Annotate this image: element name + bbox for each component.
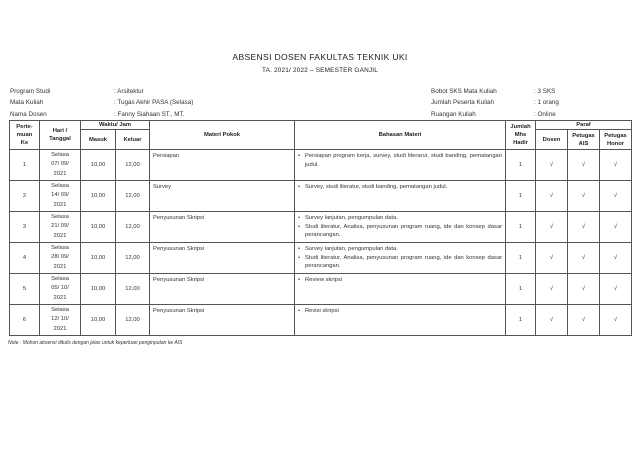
info-label: Nama Dosen bbox=[10, 110, 47, 118]
cell-time-in: 10,00 bbox=[81, 150, 116, 181]
table-header-row bbox=[10, 121, 632, 130]
topic-item: • Revisi skripsi bbox=[298, 307, 502, 316]
info-value: : Online bbox=[534, 110, 556, 118]
cell-attendance-count: 1 bbox=[506, 274, 536, 305]
cell-bahasan-materi bbox=[295, 243, 506, 274]
info-value: : 3 SKS bbox=[534, 88, 556, 95]
cell-materi-pokok: Penyusunan Skripsi bbox=[150, 274, 295, 305]
topic-list bbox=[298, 183, 502, 192]
topic-item: • Survey, studi literatur, studi banding, pematangan judul. bbox=[298, 183, 502, 192]
header-waktu: Waktu/ Jam bbox=[81, 121, 150, 130]
cell-date: Selasa 14/ 09/ 2021 bbox=[40, 181, 81, 212]
header-materi-pokok: Materi Pokok bbox=[150, 121, 295, 150]
check-dosen: √ bbox=[536, 305, 568, 336]
table-row bbox=[10, 150, 632, 181]
check-petugas-honor: √ bbox=[600, 243, 632, 274]
cell-time-out: 12,00 bbox=[116, 274, 150, 305]
check-dosen: √ bbox=[536, 150, 568, 181]
cell-time-out: 12,00 bbox=[116, 181, 150, 212]
cell-meeting-number: 5 bbox=[10, 274, 40, 305]
table-row bbox=[10, 243, 632, 274]
cell-attendance-count: 1 bbox=[506, 150, 536, 181]
info-value: : Tugas Akhir PASA (Selasa) bbox=[114, 99, 194, 107]
cell-time-out: 12,00 bbox=[116, 150, 150, 181]
check-petugas-ais: √ bbox=[568, 150, 600, 181]
check-petugas-ais: √ bbox=[568, 274, 600, 305]
header-petugas-ais: Petugas AIS bbox=[568, 130, 600, 150]
footnote: Note : Mohon absensi ditulis dengan jelas untuk keperluan penginputan ke AIS bbox=[8, 340, 183, 346]
header-petugas-honor: Petugas Honor bbox=[600, 130, 632, 150]
cell-time-in: 10,00 bbox=[81, 274, 116, 305]
check-petugas-honor: √ bbox=[600, 181, 632, 212]
cell-time-in: 10,00 bbox=[81, 305, 116, 336]
check-petugas-honor: √ bbox=[600, 150, 632, 181]
cell-date: Selasa 28/ 09/ 2021 bbox=[40, 243, 81, 274]
header-hari-tanggal: Hari / Tanggal bbox=[40, 121, 81, 150]
info-label: Mata Kuliah bbox=[10, 99, 44, 107]
cell-bahasan-materi bbox=[295, 274, 506, 305]
header-jumlah-hadir: Jumlah Mhs Hadir bbox=[506, 121, 536, 150]
topic-item: • Studi literatur, Analisa, penyusunan program ruang, ide dan konsep dasar perancangan. bbox=[298, 254, 502, 271]
info-value: : Fanny Siahaan ST., MT. bbox=[114, 110, 185, 118]
cell-time-in: 10,00 bbox=[81, 212, 116, 243]
cell-attendance-count: 1 bbox=[506, 243, 536, 274]
info-value: : 1 orang bbox=[534, 99, 559, 107]
info-label: Program Studi bbox=[10, 88, 51, 95]
header-masuk: Masuk bbox=[81, 130, 116, 150]
cell-meeting-number: 4 bbox=[10, 243, 40, 274]
cell-time-out: 12,00 bbox=[116, 212, 150, 243]
cell-time-out: 12,00 bbox=[116, 243, 150, 274]
cell-bahasan-materi bbox=[295, 305, 506, 336]
table-row bbox=[10, 181, 632, 212]
cell-attendance-count: 1 bbox=[506, 305, 536, 336]
topic-item: • Persiapan program kerja, survey, studi literarur, studi banding, pematangan judul. bbox=[298, 152, 502, 169]
header-dosen: Dosen bbox=[536, 130, 568, 150]
cell-bahasan-materi bbox=[295, 181, 506, 212]
header-keluar: Keluar bbox=[116, 130, 150, 150]
cell-meeting-number: 6 bbox=[10, 305, 40, 336]
topic-list bbox=[298, 152, 502, 169]
topic-list bbox=[298, 245, 502, 271]
header-pertemuan: Perte- muan Ke bbox=[10, 121, 40, 150]
cell-time-out: 12,00 bbox=[116, 305, 150, 336]
cell-date: Selasa 12/ 10/ 2021 bbox=[40, 305, 81, 336]
cell-materi-pokok: Penyusunan Skripsi bbox=[150, 243, 295, 274]
topic-list bbox=[298, 276, 502, 285]
topic-item: • Review skripsi bbox=[298, 276, 502, 285]
check-petugas-honor: √ bbox=[600, 305, 632, 336]
cell-time-in: 10,00 bbox=[81, 181, 116, 212]
cell-materi-pokok: Persiapan bbox=[150, 150, 295, 181]
topic-list bbox=[298, 214, 502, 240]
check-dosen: √ bbox=[536, 181, 568, 212]
check-petugas-honor: √ bbox=[600, 274, 632, 305]
header-bahasan-materi: Bahasan Materi bbox=[295, 121, 506, 150]
header-paraf: Paraf bbox=[536, 121, 632, 130]
attendance-table bbox=[9, 120, 632, 336]
topic-item: • Survey lanjutan, pengumpulan data. bbox=[298, 245, 502, 254]
document-subtitle: TA. 2021/ 2022 – SEMESTER GANJIL bbox=[261, 67, 379, 74]
cell-meeting-number: 1 bbox=[10, 150, 40, 181]
cell-bahasan-materi bbox=[295, 212, 506, 243]
cell-date: Selasa 05/ 10/ 2021 bbox=[40, 274, 81, 305]
check-petugas-ais: √ bbox=[568, 181, 600, 212]
info-label: Bobot SKS Mata Kuliah bbox=[431, 88, 497, 95]
cell-date: Selasa 07/ 09/ 2021 bbox=[40, 150, 81, 181]
cell-meeting-number: 3 bbox=[10, 212, 40, 243]
check-petugas-honor: √ bbox=[600, 212, 632, 243]
check-dosen: √ bbox=[536, 243, 568, 274]
table-row bbox=[10, 212, 632, 243]
topic-item: • Studi literatur, Analisa, penyusunan program ruang, ide dan konsep dasar perancangan. bbox=[298, 223, 502, 240]
cell-time-in: 10,00 bbox=[81, 243, 116, 274]
check-petugas-ais: √ bbox=[568, 305, 600, 336]
cell-bahasan-materi bbox=[295, 150, 506, 181]
document-title: ABSENSI DOSEN FAKULTAS TEKNIK UKI bbox=[232, 52, 408, 62]
cell-date: Selasa 21/ 09/ 2021 bbox=[40, 212, 81, 243]
info-value: : Arsitektur bbox=[114, 88, 144, 95]
cell-materi-pokok: Survey bbox=[150, 181, 295, 212]
check-petugas-ais: √ bbox=[568, 243, 600, 274]
table-row bbox=[10, 274, 632, 305]
cell-attendance-count: 1 bbox=[506, 212, 536, 243]
cell-attendance-count: 1 bbox=[506, 181, 536, 212]
cell-materi-pokok: Penyusunan Skripsi bbox=[150, 212, 295, 243]
cell-materi-pokok: Penyusunan Skripsi bbox=[150, 305, 295, 336]
info-label: Ruangan Kuliah bbox=[431, 110, 476, 118]
table-row bbox=[10, 305, 632, 336]
topic-list bbox=[298, 307, 502, 316]
info-label: Jumlah Peserta Kuliah bbox=[431, 99, 495, 107]
check-dosen: √ bbox=[536, 212, 568, 243]
check-petugas-ais: √ bbox=[568, 212, 600, 243]
cell-meeting-number: 2 bbox=[10, 181, 40, 212]
check-dosen: √ bbox=[536, 274, 568, 305]
topic-item: • Survey lanjutan, pengumpulan data. bbox=[298, 214, 502, 223]
